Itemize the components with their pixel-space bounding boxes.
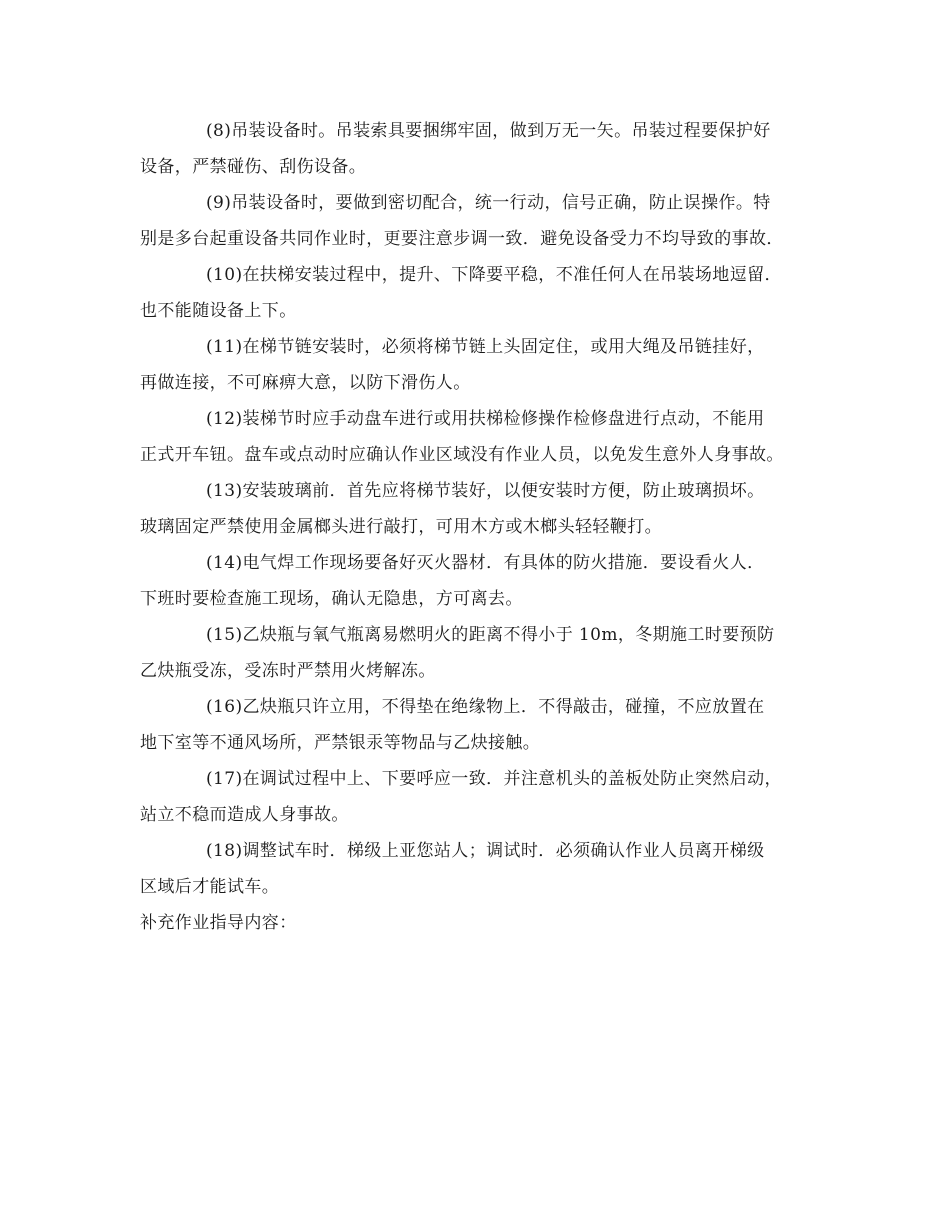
paragraph-line: (14)电气焊工作现场要备好灭火器材．有具体的防火措施．要设看火人． <box>206 553 765 573</box>
paragraph-18 <box>140 833 820 905</box>
paragraph-line: (15)乙炔瓶与氧气瓶离易燃明火的距离不得小于 10m，冬期施工时要预防 <box>206 625 775 645</box>
paragraph-11 <box>140 329 820 401</box>
paragraph-line: (16)乙炔瓶只许立用，不得垫在绝缘物上．不得敲击，碰撞，不应放置在 <box>206 697 765 717</box>
paragraph-line: 玻璃固定严禁使用金属榔头进行敲打，可用木方或木榔头轻轻鞭打。 <box>140 517 662 537</box>
paragraph-line: 乙炔瓶受冻，受冻时严禁用火烤解冻。 <box>140 661 436 681</box>
paragraph-line: (10)在扶梯安装过程中，提升、下降要平稳，不准任何人在吊装场地逗留． <box>206 265 782 285</box>
paragraph-line: 站立不稳而造成人身事故。 <box>140 805 349 825</box>
paragraph-line: 地下室等不通风场所，严禁银汞等物品与乙炔接触。 <box>140 733 541 753</box>
paragraph-line: (17)在调试过程中上、下要呼应一致．并注意机头的盖板处防止突然启动， <box>206 769 782 789</box>
document-body <box>140 113 820 941</box>
paragraph-16 <box>140 689 820 761</box>
paragraph-line: 别是多台起重设备共同作业时，更要注意步调一致．避免设备受力不均导致的事故． <box>140 229 784 249</box>
paragraph-line: 正式开车钮。盘车或点动时应确认作业区域没有作业人员，以免发生意外人身事故。 <box>140 445 784 465</box>
paragraph-line: (8)吊装设备时。吊装索具要捆绑牢固，做到万无一矢。吊装过程要保护好 <box>206 121 771 141</box>
paragraph-line: (9)吊装设备时，要做到密切配合，统一行动，信号正确，防止误操作。特 <box>206 193 771 213</box>
paragraph-line: 也不能随设备上下。 <box>140 301 297 321</box>
paragraph-13 <box>140 473 820 545</box>
paragraph-line: (18)调整试车时．梯级上亚您站人；调试时．必须确认作业人员离开梯级 <box>206 841 765 861</box>
paragraph-9 <box>140 185 820 257</box>
paragraph-8 <box>140 113 820 185</box>
paragraph-17 <box>140 761 820 833</box>
paragraph-line: 设备，严禁碰伤、刮伤设备。 <box>140 157 367 177</box>
paragraph-10 <box>140 257 820 329</box>
paragraph-line: 下班时要检查施工现场，确认无隐患，方可离去。 <box>140 589 523 609</box>
paragraph-line: (13)安装玻璃前．首先应将梯节装好，以便安装时方便，防止玻璃损坏。 <box>206 481 765 501</box>
paragraph-line: 区域后才能试车。 <box>140 877 280 897</box>
paragraph-15 <box>140 617 820 689</box>
paragraph-14 <box>140 545 820 617</box>
paragraph-line: 再做连接，不可麻痹大意，以防下滑伤人。 <box>140 373 471 393</box>
paragraph-line: (11)在梯节链安装时，必须将梯节链上头固定住，或用大绳及吊链挂好， <box>206 337 765 357</box>
paragraph-12 <box>140 401 820 473</box>
supplement-label: 补充作业指导内容： <box>140 913 297 933</box>
paragraph-line: (12)装梯节时应手动盘车进行或用扶梯检修操作检修盘进行点动，不能用 <box>206 409 765 429</box>
